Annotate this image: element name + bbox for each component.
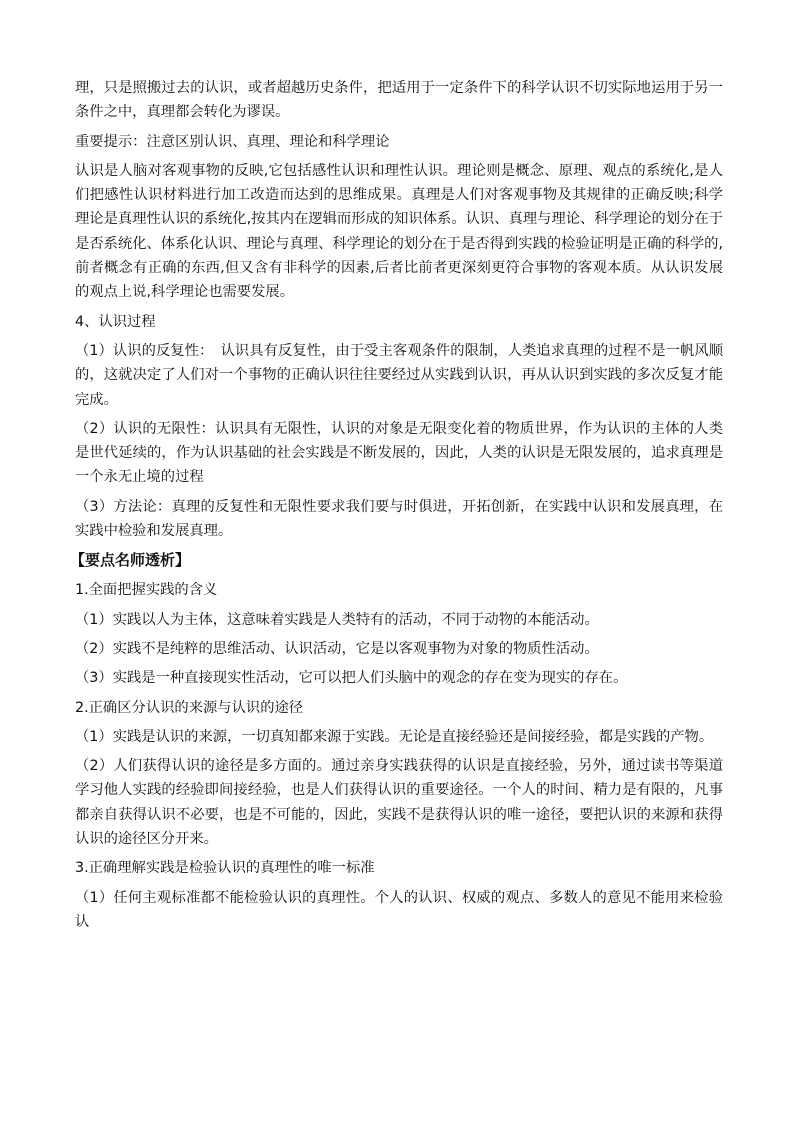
list-item: （3）实践是一种直接现实性活动，它可以把人们头脑中的观念的存在变为现实的存在。 [75, 670, 628, 687]
paragraph: 认识是人脑对客观事物的反映,它包括感性认识和理性认识。理论则是概念、原理、观点的系统化,是人们把感性认识材料进行加工改造而达到的思维成果。真理是人们对客观事物及其规律的正确反映;科学理论是真理性认识的系统化,按其内在逻辑而形成的知识体系。认识、真理与理论、科学理论的划分在于是否系统化、体系化认识、理论与真理、科学理论的划分在于是否得到实践的检验证明是正确的科学的,前者概念有正确的东西,但又含有非科学的因素,后者比前者更深刻更符合事物的客观本质。从认识发展的观点上说,科学理论也需要发展。 [75, 162, 723, 301]
list-item: （1）实践是认识的来源，一切真知都来源于实践。无论是直接经验还是间接经验，都是实践的产物。 [75, 728, 714, 745]
document-body [70, 76, 723, 939]
list-item: （1）认识的反复性： 认识具有反复性，由于受主客观条件的限制，人类追求真理的过程不是一帆风顺的，这就决定了人们对一个事物的正确认识往往要经过从实践到认识，再从认识到实践的多次反复才能完成。 [75, 342, 723, 408]
list-item: （2）实践不是纯粹的思维活动、认识活动，它是以客观事物为对象的物质性活动。 [75, 640, 599, 657]
list-item: （1）实践以人为主体，这意味着实践是人类特有的活动，不同于动物的本能活动。 [75, 611, 599, 628]
subsection-title: 1.全面把握实践的含义 [75, 582, 218, 599]
paragraph: 理，只是照搬过去的认识，或者超越历史条件，把适用于一定条件下的科学认识不切实际地运用于另一条件之中，真理都会转化为谬误。 [75, 80, 723, 121]
important-tip-title: 重要提示：注意区别认识、真理、理论和科学理论 [75, 133, 390, 150]
list-item: （2）认识的无限性：认识具有无限性，认识的对象是无限变化着的物质世界，作为认识的主体的人类是世代延续的，作为认识基础的社会实践是不断发展的，因此，人类的认识是无限发展的，追求真理是一个永无止境的过程 [75, 420, 723, 486]
subsection-title: 2.正确区分认识的来源与认识的途径 [75, 699, 304, 716]
list-item: （1）任何主观标准都不能检验认识的真理性。个人的认识、权威的观点、多数人的意见不能用来检验认 [75, 889, 723, 930]
list-item: （2）人们获得认识的途径是多方面的。通过亲身实践获得的认识是直接经验，另外，通过读书等渠道学习他人实践的经验即间接经验，也是人们获得认识的重要途径。一个人的时间、精力是有限的，凡事都亲自获得认识不必要，也是不可能的，因此，实践不是获得认识的唯一途径，要把认识的来源和获得认识的途径区分开来。 [75, 758, 723, 848]
section-heading: 【要点名师透析】 [70, 551, 191, 570]
list-item: （3）方法论：真理的反复性和无限性要求我们要与时俱进，开拓创新，在实践中认识和发展真理，在实践中检验和发展真理。 [75, 498, 723, 540]
section-title: 4、认识过程 [75, 313, 156, 330]
subsection-title: 3.正确理解实践是检验认识的真理性的唯一标准 [75, 860, 375, 877]
